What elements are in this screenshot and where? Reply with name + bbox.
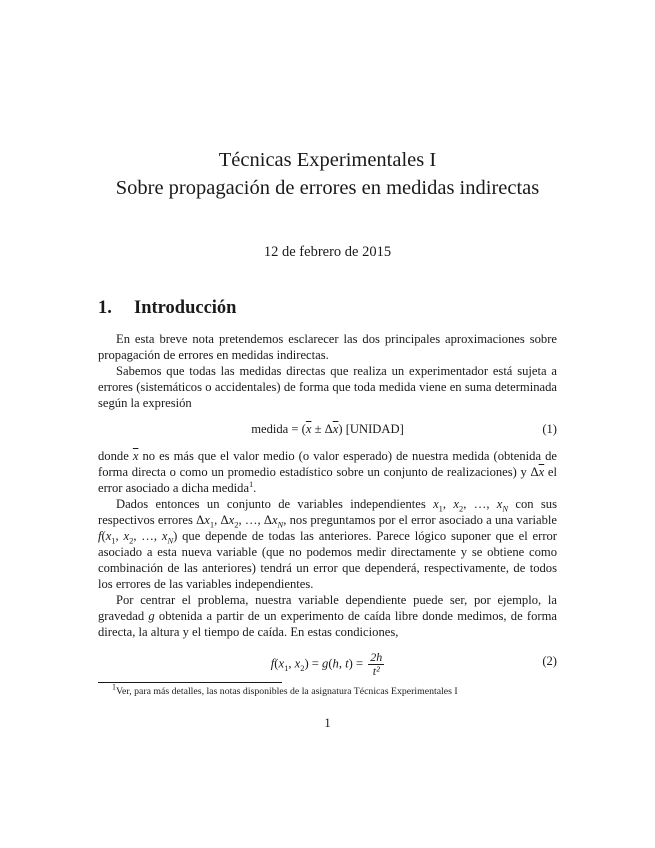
intro-paragraphs bbox=[98, 331, 557, 411]
equation-2-expression: $f(x_1$, $x_2) = g(h$, t) = $\frac{2h}{\text{t²}}$ bbox=[270, 650, 383, 678]
paragraph-2: Sabemos que todas las medidas directas que realiza un experimentador está sujeta a errores (sistemáticos o accidentales) de forma que toda medida viene en suma determinada según la expresión bbox=[98, 364, 557, 410]
footnote-1: $^1$Ver, para más detalles, las notas disponibles de la asignatura Técnicas Experimentales I bbox=[112, 682, 458, 697]
paragraph-1: En esta breve nota pretendemos esclarecer las dos principales aproximaciones sobre propagación de errores en medidas indirectas. bbox=[98, 332, 557, 362]
section-number: 1. bbox=[98, 298, 112, 318]
equation-1 bbox=[98, 422, 557, 442]
document-title bbox=[98, 146, 557, 202]
section-title: Introducción bbox=[134, 298, 237, 318]
equation-2-number: (2) bbox=[542, 654, 557, 668]
paragraph-4: Dados entonces un conjunto de variables independientes $x_1$, $x_2$, …, $x_N$ con sus respectivos errores $\Delta x_1$, $\Delta x_2$, …, $\Delta x_N$, nos preguntamos por el error asociado a una variable $f(x_1$, $x_2$, …, $x_N$) que depende de todas las anteriores. Parece lógico suponer que el error asociado a esta nueva variable (que no podemos medir directamente y se obtiene como combinación de las anteriores) tendrá un error que dependerá, respectivamente, de todos los errores de las variables independientes. bbox=[98, 497, 558, 591]
body-paragraphs bbox=[98, 448, 557, 640]
page-number: 1 bbox=[324, 716, 331, 730]
title-line-1: Técnicas Experimentales I bbox=[218, 149, 437, 171]
equation-1-expression: medida = $(\overline{x} \pm \Delta\overline{x})$ [UNIDAD] bbox=[251, 422, 404, 436]
document-date: 12 de febrero de 2015 bbox=[263, 244, 392, 260]
equation-2 bbox=[98, 651, 557, 677]
footnote-marker: 1 bbox=[249, 479, 254, 489]
footnote-divider bbox=[98, 682, 282, 683]
paragraph-5: Por centrar el problema, nuestra variable dependiente puede ser, por ejemplo, la gravedad g obtenida a partir de un experimento de caída libre donde medimos, de forma directa, la altura y el tiempo de caída. En estas condiciones, bbox=[98, 593, 557, 639]
fraction-2h-over-t2: $\frac{2h}{\text{t²}}$ bbox=[370, 650, 383, 678]
section-heading bbox=[98, 298, 236, 319]
title-line-2: Sobre propagación de errores en medidas indirectas bbox=[115, 177, 540, 199]
paragraph-3: donde $\overline{x}$ no es más que el valor medio (o valor esperado) de nuestra medida (obtenida de forma directa o como un promedio estadístico sobre un conjunto de realizaciones) y $\Delta\overline{x}$ el error asociado a dicha medida$^1$. bbox=[98, 449, 557, 495]
equation-1-number: (1) bbox=[542, 422, 557, 436]
